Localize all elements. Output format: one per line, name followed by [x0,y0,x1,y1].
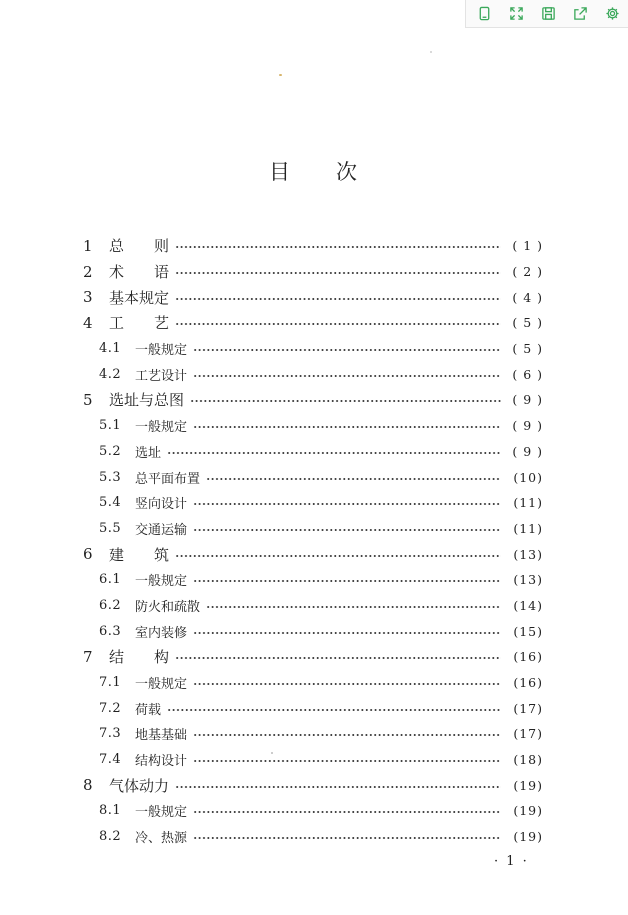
toc-entry[interactable] [83,361,543,387]
share-icon [573,6,588,21]
toc-entry[interactable] [83,670,543,696]
toc-entry-page: (16) [513,675,543,691]
toc-entry-label: 选址 [135,445,162,461]
toc-leader-dots [193,503,501,505]
toc-entry-label: 一般规定 [135,343,188,359]
toc-entry-page: ( 1 ) [512,238,543,254]
toc-entry[interactable] [83,824,543,850]
toc-entry-number: 5.2 [99,443,122,459]
toc-entry-number: 4.2 [99,366,122,382]
toc-entry[interactable] [83,413,543,439]
toc-entry[interactable] [83,259,543,285]
toc-entry[interactable] [83,516,543,542]
toc-entry-number: 6 [83,545,93,564]
toc-leader-dots [193,426,501,428]
toc-entry-page: (19) [513,777,543,793]
toc-entry-label: 术 语 [109,263,170,282]
toc-leader-dots [175,298,501,300]
toc-entry-page: ( 2 ) [512,264,543,280]
toc-entry-number: 3 [83,288,93,307]
toc-entry-label: 建 筑 [109,545,170,564]
toc-entry-label: 结 构 [109,648,170,667]
toc-entry-number: 8.2 [99,829,122,845]
toc-entry-label: 竖向设计 [135,497,188,513]
save-icon [541,6,556,21]
fullscreen-button[interactable] [502,2,530,26]
toc-entry-page: ( 9 ) [512,443,543,459]
toc-entry-number: 6.1 [99,572,122,588]
toc-entry-number: 7.3 [99,726,122,742]
toc-entry-label: 地基基础 [135,728,188,744]
toc-leader-dots [193,683,501,685]
toc-leader-dots [193,375,501,377]
toc-entry-label: 室内装修 [135,625,188,641]
scan-speck [430,51,432,53]
page-number: · 1 · [494,854,529,869]
toc-leader-dots [175,246,501,248]
fullscreen-icon [509,6,524,21]
toc-entry-number: 2 [83,262,93,281]
toc-leader-dots [193,760,501,762]
toc-entry-number: 5 [83,390,93,409]
toc-entry-number: 5.3 [99,469,122,485]
toc-leader-dots [167,709,501,711]
toc-leader-dots [175,786,501,788]
save-button[interactable] [534,2,562,26]
phone-view-button[interactable] [470,2,498,26]
toc-entry-number: 8.1 [99,803,122,819]
toc-entry-label: 结构设计 [135,754,188,770]
toc-entry-page: (15) [513,623,543,639]
toc-entry-number: 6.2 [99,597,122,613]
toc-entry-page: (19) [513,829,543,845]
toc-entry-number: 5.4 [99,495,122,511]
toc-entry-page: (17) [513,700,543,716]
toc-entry-page: (14) [513,597,543,613]
toc-entry-label: 冷、热源 [135,831,188,847]
toc-leader-dots [175,555,501,557]
toc-entry-page: (19) [513,803,543,819]
scan-speck [279,74,282,76]
toc-leader-dots [206,606,501,608]
page-title [0,156,628,186]
toc-entry-number: 5.1 [99,418,122,434]
toc-entry-number: 7.1 [99,675,122,691]
toc-entry[interactable] [83,541,543,567]
toc-entry[interactable] [83,464,543,490]
phone-view-icon [477,6,492,21]
toc-entry-label: 工艺设计 [135,368,188,384]
toc-entry[interactable] [83,490,543,516]
toc-entry[interactable] [83,644,543,670]
page-title-right: 次 [336,160,359,184]
toc-entry-number: 7 [83,647,93,666]
toc-entry-number: 1 [83,236,93,255]
toc-entry-label: 总 则 [109,237,170,256]
toc-entry-page: ( 4 ) [512,289,543,305]
toc-leader-dots [175,323,501,325]
toc-entry-label: 一般规定 [135,805,188,821]
toc-entry[interactable] [83,439,543,465]
toc-entry-page: (10) [513,469,543,485]
toc-entry[interactable] [83,721,543,747]
toc-entry[interactable] [83,284,543,310]
toc-entry[interactable] [83,387,543,413]
toc-entry-page: ( 6 ) [512,366,543,382]
toc-entry-page: ( 5 ) [512,315,543,331]
toc-entry-label: 一般规定 [135,677,188,693]
toc-entry-label: 总平面布置 [135,471,201,487]
toc-entry[interactable] [83,772,543,798]
toc-entry[interactable] [83,747,543,773]
toc-entry-number: 6.3 [99,623,122,639]
toc-leader-dots [167,452,501,454]
toc-entry-page: (16) [513,649,543,665]
toc-leader-dots [193,529,501,531]
table-of-contents [83,233,543,850]
toc-entry-number: 8 [83,776,93,795]
toc-entry-label: 荷载 [135,702,162,718]
toc-entry-page: (18) [513,752,543,768]
toc-leader-dots [206,478,501,480]
toc-entry-label: 一般规定 [135,420,188,436]
settings-button[interactable] [598,2,626,26]
toc-entry[interactable] [83,310,543,336]
toc-entry-number: 5.5 [99,520,122,536]
toc-entry-page: (13) [513,572,543,588]
toc-entry-label: 防火和疏散 [135,599,201,615]
toc-entry-number: 7.2 [99,700,122,716]
viewer-toolbar [465,0,628,28]
toc-entry-number: 4.1 [99,341,122,357]
toc-entry-label: 工 艺 [109,314,170,333]
toc-leader-dots [193,580,501,582]
toc-entry[interactable] [83,618,543,644]
toc-leader-dots [193,734,501,736]
share-button[interactable] [566,2,594,26]
toc-entry-page: ( 9 ) [512,392,543,408]
toc-entry-label: 选址与总图 [109,391,185,410]
toc-leader-dots [190,400,501,402]
toc-entry[interactable] [83,798,543,824]
toc-leader-dots [175,657,501,659]
toc-entry-page: (11) [513,520,543,536]
toc-entry-page: (13) [513,546,543,562]
toc-leader-dots [193,811,501,813]
toc-entry-page: ( 5 ) [512,341,543,357]
toc-leader-dots [175,272,501,274]
toc-entry-page: (17) [513,726,543,742]
toc-entry-label: 基本规定 [109,288,170,307]
toc-leader-dots [193,349,501,351]
page-title-left: 目 [269,160,292,184]
toc-entry-number: 4 [83,313,93,332]
toc-entry-label: 一般规定 [135,574,188,590]
toc-entry-page: (11) [513,495,543,511]
toc-entry-number: 7.4 [99,752,122,768]
toc-entry[interactable] [83,695,543,721]
toc-entry[interactable] [83,233,543,259]
toc-leader-dots [193,837,501,839]
toc-entry[interactable] [83,593,543,619]
toc-entry-label: 气体动力 [109,776,170,795]
toc-entry[interactable] [83,567,543,593]
toc-entry-label: 交通运输 [135,522,188,538]
toc-leader-dots [193,632,501,634]
toc-entry-page: ( 9 ) [512,418,543,434]
gear-icon [605,6,620,21]
toc-entry[interactable] [83,336,543,362]
